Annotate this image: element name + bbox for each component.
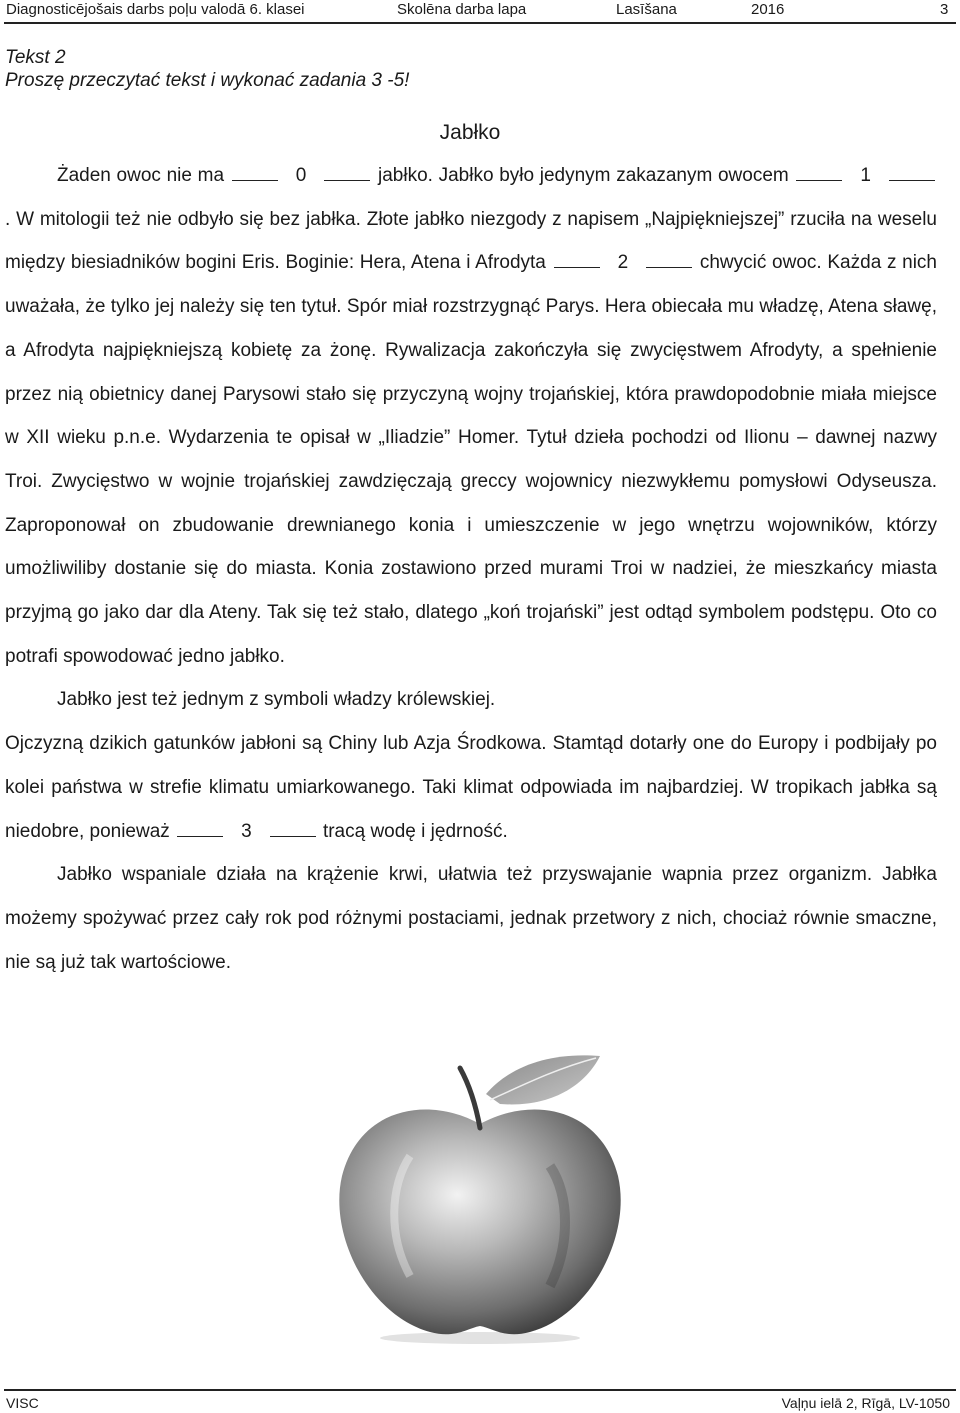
blank-line <box>646 253 692 268</box>
text-segment: chwycić owoc. Każda z nich uważała, że tylko jej należy się ten tytuł. Spór miał rozstrzygnąć Parys. Hera obiecała mu władzę, Atena sławę, a Afrodyta najpiękniejszą kobietę za żonę. Rywalizacja zakończyła się zwycięstwem Afrodyty, a spełnienie przez nią obietnicy danej Parysowi stało się przyczyną wojny trojańskiej, która prawdopodobnie miała miejsce w XII wieku p.n.e. Wydarzenia te opisał w „Iliadzie” Homer. Tytuł dzieła pochodzi od Ilionu – dawnej nazwy Troi. Zwycięstwo w wojnie trojańskiej zawdzięczają greccy wojownicy niezwykłemu pomysłowi Odyseusza. Zaproponował on zbudowanie drewnianego konia i umieszczenie w jego wnętrzu wojowników, którzy umożliwiliby dostanie się do miasta. Konia zostawiono przed murami Troi w nadziei, że mieszkańcy miasta przyjmą go jako dar dla Ateny. Tak się też stało, dlatego „koń trojański” jest odtąd symbolem podstępu. Oto co potrafi spowodować jedno jabłko. <box>5 252 937 667</box>
apple-illustration <box>300 1046 660 1346</box>
gap-number: 2 <box>617 252 629 274</box>
footer-address: Vaļņu ielā 2, Rīgā, LV-1050 <box>781 1395 950 1411</box>
reading-text <box>5 154 937 984</box>
text-segment: Ojczyzną dzikich gatunków jabłoni są Chiny lub Azja Środkowa. Stamtąd dotarły one do Europy i podbijały po kolei państwa w strefie klimatu umiarkowanego. Taki klimat odpowiada im najbardziej. W tropikach jabłka są niedobre, ponieważ <box>5 733 937 842</box>
header-year: 2016 <box>751 1 785 18</box>
blank-line <box>177 822 223 837</box>
header-page-number: 3 <box>940 1 949 18</box>
text-segment: . W mitologii też nie odbyło się bez jabłka. Złote jabłko niezgody z napisem „Najpiękniejszej” rzuciła na weselu między biesiadników bogini Eris. Boginie: Hera, Atena i Afrodyta <box>5 208 937 274</box>
page-header <box>0 0 960 20</box>
blank-line <box>889 166 935 181</box>
apple-icon <box>300 1046 660 1346</box>
paragraph-2: Jabłko jest też jednym z symboli władzy królewskiej. <box>57 689 496 711</box>
gap-number: 0 <box>295 165 307 186</box>
text-title: Jabłko <box>439 121 501 144</box>
task-block <box>5 46 409 92</box>
footer-left: VISC <box>6 1395 39 1411</box>
header-sheet: Skolēna darba lapa <box>397 1 527 18</box>
task-heading: Tekst 2 <box>5 47 66 68</box>
gap-number: 1 <box>860 165 871 186</box>
blank-line <box>232 166 278 181</box>
text-segment: tracą wodę i jędrność. <box>322 820 508 842</box>
header-section: Lasīšana <box>616 1 677 18</box>
gap-number: 3 <box>241 820 252 842</box>
blank-line <box>324 166 370 181</box>
text-segment: jabłko. Jabłko było jedynym zakazanym owocem <box>378 165 789 186</box>
paragraph-3 <box>5 722 937 853</box>
footer-divider <box>4 1389 956 1391</box>
task-instruction: Proszę przeczytać tekst i wykonać zadania 3 -5! <box>5 70 410 91</box>
header-divider <box>4 22 956 24</box>
blank-line <box>270 822 316 837</box>
blank-line <box>554 253 600 268</box>
text-segment: Żaden owoc nie ma <box>57 165 225 186</box>
blank-line <box>796 166 842 181</box>
paragraph-1 <box>5 154 937 678</box>
paragraph-4: Jabłko wspaniale działa na krążenie krwi, ułatwia też przyswajanie wapnia przez organizm. Jabłka możemy spożywać przez cały rok pod różnymi postaciami, jednak przetwory z nich, chociaż równie smaczne, nie są już tak wartościowe. <box>5 864 937 973</box>
header-subject: Diagnosticējošais darbs poļu valodā 6. klasei <box>6 1 305 18</box>
